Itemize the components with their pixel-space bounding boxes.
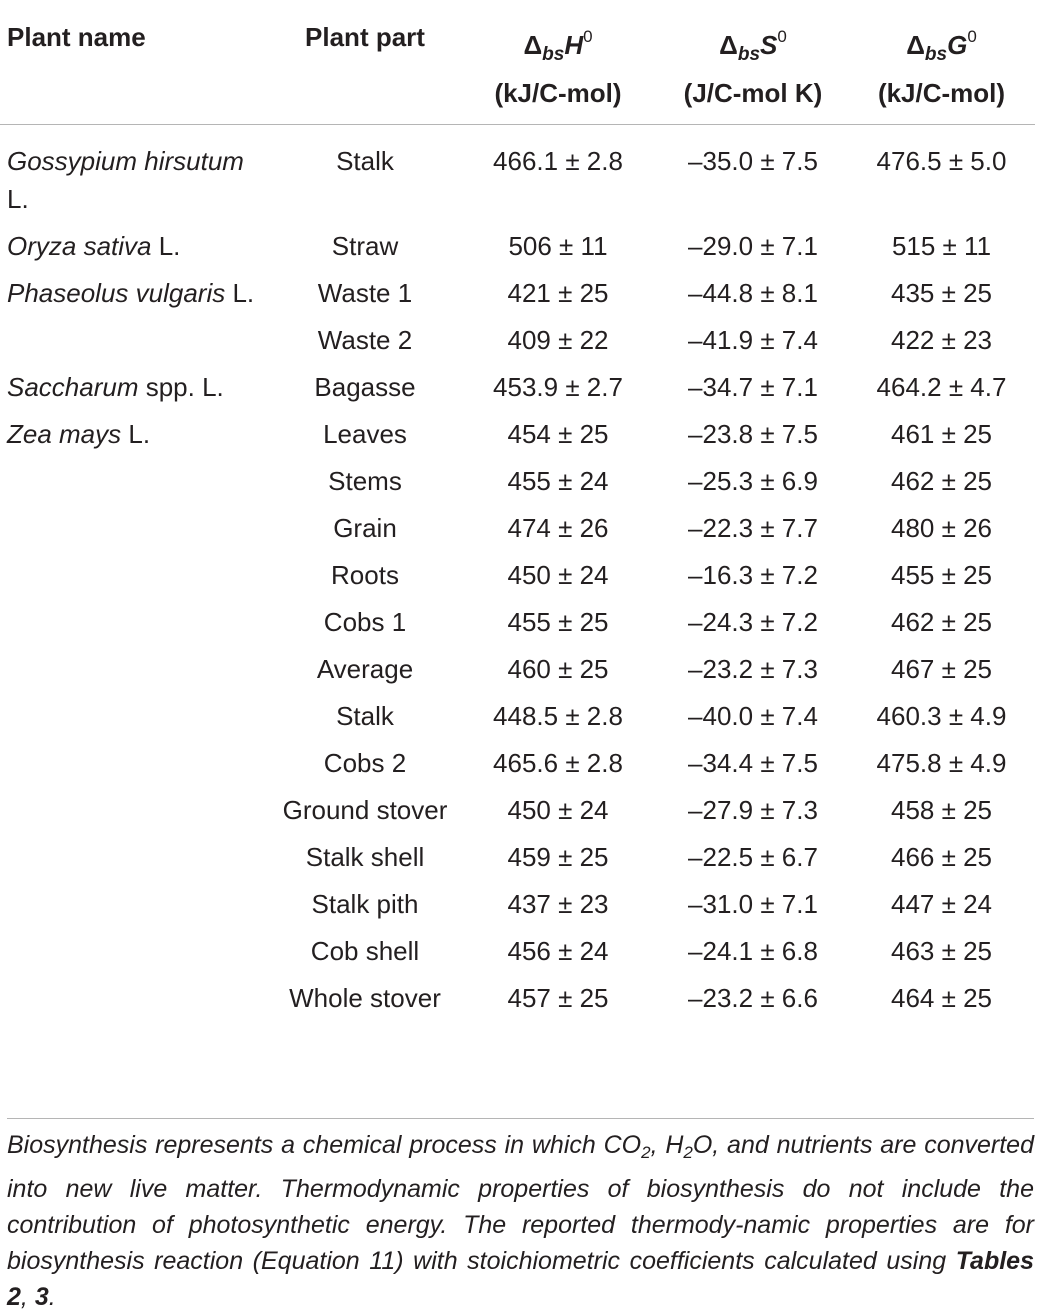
cell-enthalpy: 506 ± 11 [508, 231, 608, 261]
cell-gibbs-energy: 480 ± 26 [890, 513, 993, 543]
cell-plant-name [0, 500, 272, 547]
cell-entropy: –31.0 ± 7.1 [688, 889, 818, 919]
cell-plant-name [0, 453, 272, 500]
cell-entropy: –23.8 ± 7.5 [688, 419, 818, 449]
cell-plant-part: Whole stover [289, 983, 441, 1013]
cell-entropy: –41.9 ± 7.4 [688, 325, 818, 355]
cell-plant-part: Stems [328, 466, 402, 496]
cell-entropy: –24.1 ± 6.8 [688, 936, 818, 966]
cell-plant-part: Ground stover [282, 795, 448, 825]
cell-enthalpy: 437 ± 23 [507, 889, 609, 919]
footnote-text-1: Biosynthesis represents a chemical process in which CO [7, 1131, 642, 1159]
cell-plant-name [0, 970, 272, 1033]
cell-gibbs-energy: 447 ± 24 [890, 889, 993, 919]
cell-enthalpy: 421 ± 25 [507, 278, 609, 308]
enthalpy-superscript: 0 [583, 27, 593, 46]
cell-entropy: –40.0 ± 7.4 [688, 701, 818, 731]
cell-entropy: –22.3 ± 7.7 [688, 513, 818, 543]
cell-plant-name [0, 876, 272, 923]
footnote-text-2: , H [650, 1131, 684, 1159]
cell-gibbs-energy: 460.3 ± 4.9 [876, 701, 1007, 731]
footnote-h2o-subscript: 2 [683, 1143, 693, 1162]
cell-plant-part: Cobs 2 [323, 748, 407, 778]
cell-plant-name [0, 359, 272, 406]
cell-gibbs-energy: 467 ± 25 [890, 654, 993, 684]
table-row [0, 735, 1035, 782]
enthalpy-letter: H [564, 30, 584, 60]
cell-plant-part: Cob shell [310, 936, 420, 966]
plant-authority: L. [151, 231, 181, 261]
table-row [0, 594, 1035, 641]
cell-gibbs-energy: 464.2 ± 4.7 [876, 372, 1007, 402]
entropy-superscript: 0 [777, 27, 787, 46]
table-row [0, 359, 1035, 406]
cell-entropy: –24.3 ± 7.2 [688, 607, 818, 637]
cell-entropy: –34.4 ± 7.5 [688, 748, 818, 778]
cell-gibbs-energy: 464 ± 25 [890, 983, 993, 1013]
entropy-delta: Δ [719, 30, 738, 60]
cell-enthalpy: 409 ± 22 [507, 325, 609, 355]
footnote-tables-link[interactable]: Tables 2 [7, 1247, 1034, 1311]
gibbs-superscript: 0 [967, 27, 977, 46]
cell-plant-part: Straw [331, 231, 399, 261]
cell-gibbs-energy: 435 ± 25 [890, 278, 993, 308]
plant-genus-species: Oryza sativa [7, 231, 152, 261]
table-row [0, 829, 1035, 876]
table-row [0, 453, 1035, 500]
cell-enthalpy: 455 ± 25 [507, 607, 609, 637]
cell-enthalpy: 456 ± 24 [507, 936, 609, 966]
cell-plant-name [0, 735, 272, 782]
cell-plant-name [0, 218, 272, 265]
cell-enthalpy: 466.1 ± 2.8 [493, 146, 623, 176]
table-row [0, 641, 1035, 688]
header-gibbs-energy [848, 8, 1035, 125]
cell-gibbs-energy: 462 ± 25 [890, 466, 993, 496]
cell-plant-part: Waste 2 [317, 325, 413, 355]
cell-plant-name [0, 829, 272, 876]
table-row [0, 782, 1035, 829]
header-enthalpy [458, 8, 658, 125]
cell-plant-part: Leaves [323, 419, 407, 449]
cell-entropy: –44.8 ± 8.1 [688, 278, 818, 308]
cell-plant-name [0, 312, 272, 359]
cell-gibbs-energy: 463 ± 25 [890, 936, 993, 966]
cell-gibbs-energy: 422 ± 23 [890, 325, 993, 355]
table-row [0, 218, 1035, 265]
cell-enthalpy: 453.9 ± 2.7 [493, 372, 623, 402]
entropy-subscript: bs [737, 44, 761, 65]
cell-plant-part: Roots [331, 560, 399, 590]
table-row [0, 876, 1035, 923]
cell-plant-part: Average [316, 654, 414, 684]
cell-plant-name [0, 688, 272, 735]
cell-entropy: –27.9 ± 7.3 [688, 795, 818, 825]
header-plant-part: Plant part [305, 22, 425, 52]
cell-plant-name [0, 125, 272, 219]
cell-enthalpy: 455 ± 24 [507, 466, 609, 496]
cell-enthalpy: 457 ± 25 [507, 983, 609, 1013]
footnote-co2-subscript: 2 [641, 1143, 651, 1162]
table-row [0, 125, 1035, 219]
header-row [0, 8, 1035, 125]
cell-entropy: –34.7 ± 7.1 [688, 372, 818, 402]
table-row [0, 970, 1035, 1033]
cell-plant-name [0, 406, 272, 453]
cell-plant-part: Grain [333, 513, 397, 543]
cell-enthalpy: 459 ± 25 [507, 842, 609, 872]
plant-genus-species: Zea mays [7, 419, 122, 449]
cell-enthalpy: 465.6 ± 2.8 [493, 748, 623, 778]
cell-gibbs-energy: 515 ± 11 [891, 231, 992, 261]
table-row [0, 500, 1035, 547]
table-row [0, 406, 1035, 453]
table-row [0, 688, 1035, 735]
cell-enthalpy: 474 ± 26 [507, 513, 609, 543]
cell-plant-name [0, 594, 272, 641]
footnote-separator: , [20, 1283, 35, 1311]
gibbs-subscript: bs [924, 44, 948, 65]
cell-entropy: –35.0 ± 7.5 [688, 146, 818, 176]
table-header [0, 8, 1035, 125]
table-row [0, 265, 1035, 312]
cell-plant-name [0, 782, 272, 829]
footnote-end: . [48, 1283, 56, 1311]
cell-plant-name [0, 923, 272, 970]
gibbs-unit: (kJ/C-mol) [877, 78, 1006, 108]
cell-gibbs-energy: 475.8 ± 4.9 [876, 748, 1007, 778]
footnote-text-3: O, and nutrients are converted into new live matter. Thermodynamic properties of biosynthesis do not include the contribution of photosynthetic energy. The reported thermody-namic properties are for biosynthesis reaction (Equation 11) with stoichiometric coefficients calculated using [7, 1131, 1034, 1275]
cell-plant-part: Stalk pith [311, 889, 419, 919]
cell-enthalpy: 454 ± 25 [507, 419, 609, 449]
gibbs-delta: Δ [906, 30, 925, 60]
plant-authority: spp. L. [138, 372, 224, 402]
cell-enthalpy: 450 ± 24 [507, 795, 609, 825]
gibbs-letter: G [947, 30, 968, 60]
cell-gibbs-energy: 461 ± 25 [890, 419, 993, 449]
cell-enthalpy: 460 ± 25 [507, 654, 609, 684]
cell-entropy: –29.0 ± 7.1 [688, 231, 818, 261]
plant-genus-species: Saccharum [7, 372, 139, 402]
enthalpy-delta: Δ [523, 30, 543, 60]
cell-plant-part: Stalk shell [305, 842, 425, 872]
plant-authority: L. [7, 184, 29, 214]
header-plant-name: Plant name [7, 22, 146, 52]
plant-authority: L. [225, 278, 255, 308]
enthalpy-unit: (kJ/C-mol) [494, 78, 622, 108]
header-entropy [658, 8, 848, 125]
thermodynamic-properties-table [0, 8, 1035, 1033]
cell-plant-part: Bagasse [314, 372, 416, 402]
cell-entropy: –22.5 ± 6.7 [688, 842, 818, 872]
cell-plant-part: Cobs 1 [323, 607, 407, 637]
table-row [0, 312, 1035, 359]
plant-authority: L. [121, 419, 151, 449]
cell-plant-name [0, 641, 272, 688]
cell-gibbs-energy: 466 ± 25 [890, 842, 993, 872]
cell-enthalpy: 448.5 ± 2.8 [493, 701, 623, 731]
cell-gibbs-energy: 458 ± 25 [890, 795, 993, 825]
cell-entropy: –23.2 ± 6.6 [688, 983, 818, 1013]
cell-entropy: –25.3 ± 6.9 [688, 466, 818, 496]
cell-plant-name [0, 547, 272, 594]
cell-gibbs-energy: 462 ± 25 [890, 607, 993, 637]
table-row [0, 547, 1035, 594]
cell-plant-part: Stalk [336, 146, 394, 176]
plant-genus-species: Phaseolus vulgaris [7, 278, 226, 308]
table-row [0, 923, 1035, 970]
cell-plant-part: Stalk [336, 701, 394, 731]
table-body [0, 125, 1035, 1034]
entropy-letter: S [760, 30, 778, 60]
cell-gibbs-energy: 455 ± 25 [890, 560, 993, 590]
plant-genus-species: Gossypium hirsutum [7, 146, 244, 176]
cell-entropy: –23.2 ± 7.3 [688, 654, 818, 684]
entropy-unit: (J/C-mol K) [683, 78, 823, 108]
cell-entropy: –16.3 ± 7.2 [688, 560, 818, 590]
cell-gibbs-energy: 476.5 ± 5.0 [876, 146, 1007, 176]
cell-enthalpy: 450 ± 24 [507, 560, 609, 590]
footnote-table-3-link[interactable]: 3 [34, 1283, 49, 1311]
cell-plant-part: Waste 1 [317, 278, 413, 308]
cell-plant-name [0, 265, 272, 312]
enthalpy-subscript: bs [542, 44, 565, 65]
table-footnote [7, 1118, 1034, 1315]
